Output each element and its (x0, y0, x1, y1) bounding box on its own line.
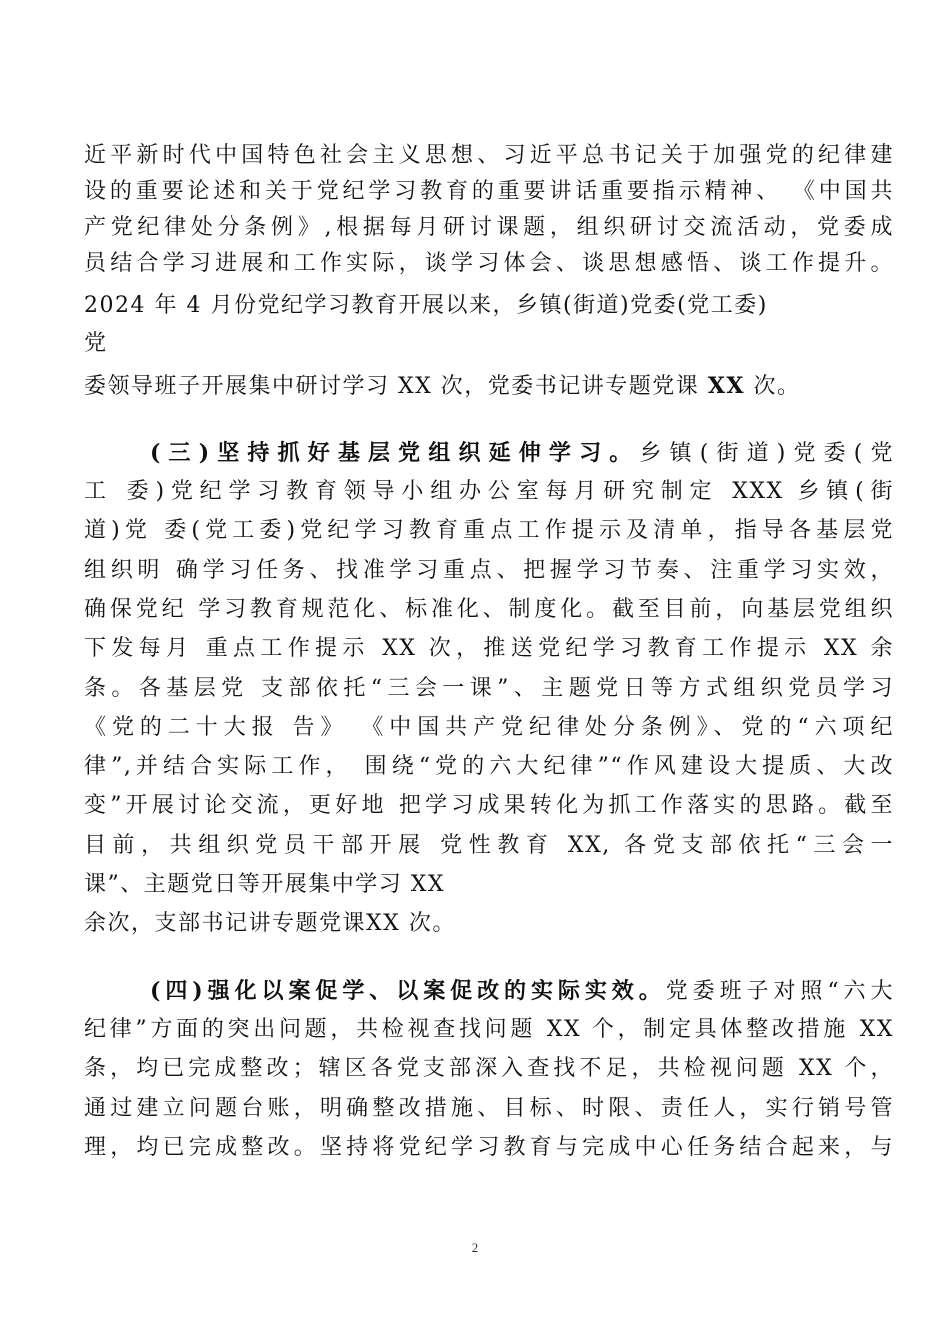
paragraph-1-line-6: 党 (84, 331, 108, 356)
paragraph-2-line-12: 余次，支部书记讲专题党课XX 次。 (84, 911, 456, 936)
paragraph-3-line-4: 理，均已完成整改。坚持将党纪学习教育与完成中心任务结合起来，与 (84, 1135, 894, 1160)
page-number: 2 (471, 1240, 479, 1255)
paragraph-2-line-11: 课”、主题党日等开展集中学习 XX (84, 872, 446, 897)
paragraph-2-line-5: 下发每月 重点工作提示 XX 次，推送党纪学习教育工作提示 XX 余 (84, 636, 894, 661)
paragraph-2-line-7: 《党的二十大报 告》 《中国共产党纪律处分条例》、党的“六项纪 (84, 715, 894, 740)
paragraph-1-line-5: 2024 年 4 月份党纪学习教育开展以来，乡镇(街道)党委(党工委) (84, 293, 768, 318)
paragraph-2-line-8: 律”,并结合实际工作， 围绕“党的六大纪律”“作风建设大提质、大改 (84, 754, 894, 779)
paragraph-3-line-1: 纪律”方面的突出问题，共检视查找问题 XX 个，制定具体整改措施 XX (84, 1017, 894, 1042)
paragraph-1-last-line (84, 370, 894, 403)
paragraph-3-first-line-rest: 党委班子对照“六大 (665, 979, 894, 1004)
paragraph-3-heading: (四)强化以案促学、以案促改的实际实效。 (150, 978, 666, 1004)
paragraph-2-first-line-rest: 乡镇(街道)党委(党 (639, 441, 894, 466)
paragraph-1-line-4: 员结合学习进展和工作实际，谈学习体会、谈思想感悟、谈工作提升。 (84, 251, 894, 276)
paragraph-2-line-9: 变”开展讨论交流，更好地 把学习成果转化为抓工作落实的思路。截至 (84, 793, 894, 818)
paragraph-2-line-3: 组织明 确学习任务、找准学习重点、把握学习节奏、注重学习实效， (84, 558, 894, 583)
paragraph-2-line-10: 目前，共组织党员干部开展 党性教育 XX, 各党支部依托“三会一 (84, 833, 894, 858)
paragraph-1-last-line-prefix: 委领导班子开展集中研讨学习 XX 次，党委书记讲专题党课 (84, 374, 708, 399)
paragraph-1-line-1: 近平新时代中国特色社会主义思想、习近平总书记关于加强党的纪律建 (84, 143, 894, 168)
paragraph-3-line-2: 条，均已完成整改；辖区各党支部深入查找不足，共检视问题 XX 个， (84, 1056, 894, 1081)
paragraph-1-line-3: 产党纪律处分条例》,根据每月研讨课题，组织研讨交流活动，党委成 (84, 215, 894, 240)
paragraph-3-first-line (150, 975, 894, 1008)
paragraph-2-line-1: 工 委)党纪学习教育领导小组办公室每月研究制定 XXX 乡镇(街 (84, 479, 894, 504)
paragraph-2-line-4: 确保党纪 学习教育规范化、标准化、制度化。截至目前，向基层党组织 (84, 597, 894, 622)
paragraph-1-last-line-suffix: 次。 (744, 374, 801, 399)
paragraph-1-last-line-bold: XX (707, 373, 745, 399)
paragraph-2-heading: (三)坚持抓好基层党组织延伸学习。 (150, 440, 640, 466)
paragraph-2-line-6: 条。各基层党 支部依托“三会一课”、主题党日等方式组织党员学习 (84, 676, 894, 701)
paragraph-3-line-3: 通过建立问题台账，明确整改措施、目标、时限、责任人，实行销号管 (84, 1096, 894, 1121)
paragraph-2-first-line (150, 437, 894, 470)
paragraph-1-line-2: 设的重要论述和关于党纪学习教育的重要讲话重要指示精神、 《中国共 (84, 179, 894, 204)
paragraph-2-line-2: 道)党 委(党工委)党纪学习教育重点工作提示及清单，指导各基层党 (84, 518, 894, 543)
